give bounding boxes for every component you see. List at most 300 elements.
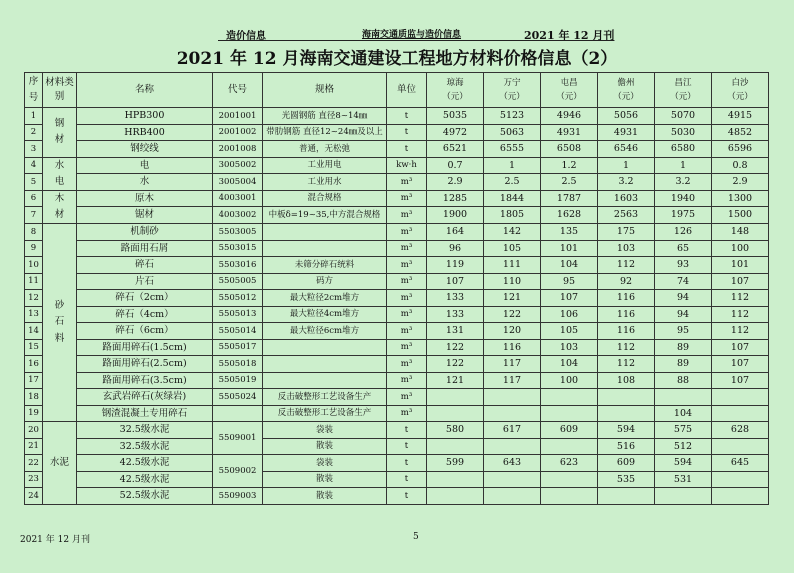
table-row — [25, 471, 769, 488]
price-cell: 112 — [712, 306, 769, 323]
material-name: 路面用石屑 — [77, 240, 213, 257]
material-spec: 未筛分碎石统料 — [263, 257, 387, 274]
price-cell: 4931 — [541, 124, 598, 141]
material-code: 4003001 — [213, 190, 263, 207]
row-seq: 15 — [25, 339, 43, 356]
price-cell: 0.8 — [712, 157, 769, 174]
price-cell: 5056 — [598, 108, 655, 125]
material-code: 5509002 — [213, 455, 263, 488]
price-cell: 2.9 — [427, 174, 484, 191]
material-name: 路面用碎石(2.5cm) — [77, 356, 213, 373]
price-cell: 531 — [655, 471, 712, 488]
price-cell — [541, 389, 598, 406]
price-cell: 516 — [598, 438, 655, 455]
table-row — [25, 389, 769, 406]
price-cell: 1805 — [484, 207, 541, 224]
price-cell: 6546 — [598, 141, 655, 158]
table-row — [25, 257, 769, 274]
price-cell — [484, 471, 541, 488]
row-seq: 14 — [25, 323, 43, 340]
row-seq: 12 — [25, 290, 43, 307]
price-cell: 1.2 — [541, 157, 598, 174]
price-cell: 175 — [598, 224, 655, 241]
col-region-baisha: 白沙 （元） — [712, 73, 769, 108]
material-spec: 袋装 — [263, 422, 387, 439]
material-spec: 带肋钢筋 直径12~24㎜及以上 — [263, 124, 387, 141]
col-region-wanning: 万宁 （元） — [484, 73, 541, 108]
row-seq: 24 — [25, 488, 43, 505]
row-seq: 20 — [25, 422, 43, 439]
price-cell: 2.9 — [712, 174, 769, 191]
price-cell: 105 — [541, 323, 598, 340]
table-row — [25, 306, 769, 323]
price-cell: 512 — [655, 438, 712, 455]
material-unit: kw·h — [387, 157, 427, 174]
row-seq: 4 — [25, 157, 43, 174]
material-code: 2001002 — [213, 124, 263, 141]
price-cell: 122 — [427, 339, 484, 356]
price-cell: 617 — [484, 422, 541, 439]
price-cell: 609 — [598, 455, 655, 472]
category-cell: 砂 石 料 — [43, 224, 77, 422]
material-spec: 普通，无松弛 — [263, 141, 387, 158]
price-cell: 117 — [484, 356, 541, 373]
price-cell — [484, 438, 541, 455]
price-cell: 107 — [712, 339, 769, 356]
material-name: HRB400 — [77, 124, 213, 141]
material-unit: m³ — [387, 207, 427, 224]
price-cell — [598, 488, 655, 505]
material-spec: 最大粒径4cm堆方 — [263, 306, 387, 323]
material-name: 32.5级水泥 — [77, 438, 213, 455]
material-name: 碎石（6cm） — [77, 323, 213, 340]
price-cell — [712, 488, 769, 505]
price-cell: 95 — [541, 273, 598, 290]
price-cell: 107 — [712, 372, 769, 389]
material-name: 片石 — [77, 273, 213, 290]
category-cell: 钢 材 — [43, 108, 77, 158]
material-name: 42.5级水泥 — [77, 455, 213, 472]
material-spec — [263, 356, 387, 373]
row-seq: 1 — [25, 108, 43, 125]
price-cell: 112 — [712, 323, 769, 340]
price-cell: 122 — [484, 306, 541, 323]
price-cell: 535 — [598, 471, 655, 488]
price-cell — [712, 389, 769, 406]
col-region-danzhou: 儋州 （元） — [598, 73, 655, 108]
material-name: 机制砂 — [77, 224, 213, 241]
price-cell: 112 — [598, 339, 655, 356]
table-row — [25, 124, 769, 141]
price-cell: 94 — [655, 290, 712, 307]
material-code: 5505013 — [213, 306, 263, 323]
material-name: 碎石（2cm） — [77, 290, 213, 307]
material-unit: m³ — [387, 372, 427, 389]
material-spec: 最大粒径2cm堆方 — [263, 290, 387, 307]
material-unit: m³ — [387, 306, 427, 323]
price-cell: 1 — [598, 157, 655, 174]
price-cell: 1500 — [712, 207, 769, 224]
row-seq: 13 — [25, 306, 43, 323]
category-cell: 水 电 — [43, 157, 77, 190]
price-cell — [598, 389, 655, 406]
price-cell: 2.5 — [541, 174, 598, 191]
price-cell: 4946 — [541, 108, 598, 125]
material-name: 路面用碎石(1.5cm) — [77, 339, 213, 356]
price-cell: 117 — [484, 372, 541, 389]
price-cell: 116 — [484, 339, 541, 356]
price-cell: 594 — [598, 422, 655, 439]
material-unit: m³ — [387, 290, 427, 307]
material-code: 5503005 — [213, 224, 263, 241]
material-unit: m³ — [387, 405, 427, 422]
price-cell: 95 — [655, 323, 712, 340]
price-cell: 126 — [655, 224, 712, 241]
row-seq: 17 — [25, 372, 43, 389]
price-cell: 6596 — [712, 141, 769, 158]
price-cell — [484, 389, 541, 406]
material-spec: 袋装 — [263, 455, 387, 472]
table-row — [25, 157, 769, 174]
row-seq: 9 — [25, 240, 43, 257]
material-code: 3005004 — [213, 174, 263, 191]
price-cell: 93 — [655, 257, 712, 274]
price-cell: 116 — [598, 323, 655, 340]
material-name: 32.5级水泥 — [77, 422, 213, 439]
price-cell: 142 — [484, 224, 541, 241]
price-cell: 106 — [541, 306, 598, 323]
price-cell: 116 — [598, 290, 655, 307]
material-name: HPB300 — [77, 108, 213, 125]
price-cell: 100 — [712, 240, 769, 257]
price-cell — [427, 405, 484, 422]
price-cell: 1940 — [655, 190, 712, 207]
material-name: 电 — [77, 157, 213, 174]
price-cell: 111 — [484, 257, 541, 274]
price-cell — [712, 405, 769, 422]
col-region-tunchang: 屯昌 （元） — [541, 73, 598, 108]
price-cell: 112 — [712, 290, 769, 307]
price-cell: 1844 — [484, 190, 541, 207]
price-cell: 4915 — [712, 108, 769, 125]
row-seq: 11 — [25, 273, 43, 290]
material-code: 5505005 — [213, 273, 263, 290]
material-spec: 混合规格 — [263, 190, 387, 207]
price-cell: 135 — [541, 224, 598, 241]
material-code: 5505017 — [213, 339, 263, 356]
price-cell: 5035 — [427, 108, 484, 125]
material-unit: t — [387, 438, 427, 455]
material-unit: m³ — [387, 240, 427, 257]
price-cell — [427, 389, 484, 406]
table-row — [25, 290, 769, 307]
price-cell — [484, 488, 541, 505]
material-unit: m³ — [387, 339, 427, 356]
material-unit: m³ — [387, 389, 427, 406]
table-row — [25, 108, 769, 125]
table-row — [25, 224, 769, 241]
table-row — [25, 273, 769, 290]
price-cell: 1900 — [427, 207, 484, 224]
price-cell: 645 — [712, 455, 769, 472]
price-cell — [712, 438, 769, 455]
material-name: 锯材 — [77, 207, 213, 224]
price-cell — [541, 471, 598, 488]
price-cell: 110 — [484, 273, 541, 290]
row-seq: 23 — [25, 471, 43, 488]
material-spec: 中板δ=19~35,中方混合规格 — [263, 207, 387, 224]
price-cell — [427, 438, 484, 455]
row-seq: 2 — [25, 124, 43, 141]
price-cell — [598, 405, 655, 422]
col-region-qionghai: 琼海 （元） — [427, 73, 484, 108]
price-cell: 108 — [598, 372, 655, 389]
row-seq: 16 — [25, 356, 43, 373]
material-unit: m³ — [387, 174, 427, 191]
header-rule — [218, 40, 614, 41]
material-spec: 散装 — [263, 488, 387, 505]
price-cell — [655, 389, 712, 406]
material-spec: 散装 — [263, 471, 387, 488]
price-cell: 2563 — [598, 207, 655, 224]
col-unit: 单位 — [387, 73, 427, 108]
material-spec — [263, 240, 387, 257]
material-spec: 码方 — [263, 273, 387, 290]
material-unit: t — [387, 422, 427, 439]
material-name: 钢渣混凝土专用碎石 — [77, 405, 213, 422]
price-cell: 105 — [484, 240, 541, 257]
material-spec: 工业用水 — [263, 174, 387, 191]
table-row — [25, 207, 769, 224]
material-unit: m³ — [387, 257, 427, 274]
material-name: 原木 — [77, 190, 213, 207]
header-left: 造价信息 — [226, 31, 266, 42]
price-cell: 122 — [427, 356, 484, 373]
price-cell: 89 — [655, 356, 712, 373]
table-row — [25, 339, 769, 356]
material-name: 水 — [77, 174, 213, 191]
material-code: 5505014 — [213, 323, 263, 340]
col-category: 材料类别 — [43, 73, 77, 108]
price-cell: 164 — [427, 224, 484, 241]
material-unit: m³ — [387, 323, 427, 340]
material-code: 2001001 — [213, 108, 263, 125]
table-row — [25, 190, 769, 207]
price-cell: 1 — [484, 157, 541, 174]
price-cell: 1628 — [541, 207, 598, 224]
material-unit: t — [387, 488, 427, 505]
price-cell: 1285 — [427, 190, 484, 207]
material-unit: t — [387, 471, 427, 488]
price-cell — [427, 488, 484, 505]
price-cell: 623 — [541, 455, 598, 472]
material-unit: m³ — [387, 356, 427, 373]
price-cell: 88 — [655, 372, 712, 389]
page-title: 2021 年 12 月海南交通建设工程地方材料价格信息（2） — [176, 49, 618, 69]
price-cell: 120 — [484, 323, 541, 340]
footer-issue: 2021 年 12 月刊 — [20, 535, 90, 545]
price-table — [24, 72, 769, 505]
price-cell: 104 — [541, 356, 598, 373]
material-code: 5503016 — [213, 257, 263, 274]
table-row — [25, 405, 769, 422]
price-cell: 74 — [655, 273, 712, 290]
row-seq: 18 — [25, 389, 43, 406]
price-cell: 94 — [655, 306, 712, 323]
category-cell: 水泥 — [43, 422, 77, 505]
material-spec: 反击破整形工艺设备生产 — [263, 389, 387, 406]
material-code: 5505024 — [213, 389, 263, 406]
price-cell — [655, 488, 712, 505]
table-row — [25, 174, 769, 191]
material-spec: 散装 — [263, 438, 387, 455]
row-seq: 5 — [25, 174, 43, 191]
price-cell: 643 — [484, 455, 541, 472]
material-unit: m³ — [387, 224, 427, 241]
material-code: 5503015 — [213, 240, 263, 257]
price-cell: 599 — [427, 455, 484, 472]
price-cell: 100 — [541, 372, 598, 389]
price-cell: 0.7 — [427, 157, 484, 174]
material-spec: 最大粒径6cm堆方 — [263, 323, 387, 340]
price-cell: 107 — [541, 290, 598, 307]
price-cell: 101 — [712, 257, 769, 274]
price-cell: 5063 — [484, 124, 541, 141]
material-spec: 反击破整形工艺设备生产 — [263, 405, 387, 422]
row-seq: 7 — [25, 207, 43, 224]
table-row — [25, 240, 769, 257]
price-cell: 96 — [427, 240, 484, 257]
price-cell: 1787 — [541, 190, 598, 207]
price-cell: 3.2 — [655, 174, 712, 191]
price-cell: 609 — [541, 422, 598, 439]
price-cell: 5123 — [484, 108, 541, 125]
price-cell: 119 — [427, 257, 484, 274]
page-number: 5 — [413, 532, 419, 542]
material-code: 5509001 — [213, 422, 263, 455]
table-row — [25, 422, 769, 439]
price-cell: 103 — [598, 240, 655, 257]
price-cell: 65 — [655, 240, 712, 257]
table-body — [25, 108, 769, 505]
price-cell: 1300 — [712, 190, 769, 207]
price-cell: 101 — [541, 240, 598, 257]
header-right: 2021 年 12 月刊 — [524, 29, 615, 42]
price-cell: 580 — [427, 422, 484, 439]
price-cell: 1 — [655, 157, 712, 174]
table-row — [25, 356, 769, 373]
material-unit: t — [387, 141, 427, 158]
price-cell: 6521 — [427, 141, 484, 158]
material-name: 钢绞线 — [77, 141, 213, 158]
row-seq: 8 — [25, 224, 43, 241]
material-name: 玄武岩碎石(灰绿岩) — [77, 389, 213, 406]
material-spec — [263, 339, 387, 356]
price-cell — [541, 438, 598, 455]
price-cell: 104 — [541, 257, 598, 274]
price-cell: 133 — [427, 306, 484, 323]
price-cell: 148 — [712, 224, 769, 241]
price-cell — [541, 488, 598, 505]
price-cell: 4972 — [427, 124, 484, 141]
col-spec: 规格 — [263, 73, 387, 108]
row-seq: 10 — [25, 257, 43, 274]
price-cell: 1603 — [598, 190, 655, 207]
price-cell: 107 — [712, 356, 769, 373]
material-name: 42.5级水泥 — [77, 471, 213, 488]
row-seq: 6 — [25, 190, 43, 207]
col-region-changjiang: 昌江 （元） — [655, 73, 712, 108]
price-cell: 6508 — [541, 141, 598, 158]
price-cell — [484, 405, 541, 422]
header-middle: 海南交通质监与造价信息 — [362, 30, 462, 40]
material-code: 2001008 — [213, 141, 263, 158]
table-row — [25, 455, 769, 472]
price-cell: 5070 — [655, 108, 712, 125]
material-code: 5509003 — [213, 488, 263, 505]
material-code: 5505012 — [213, 290, 263, 307]
price-cell — [712, 471, 769, 488]
material-unit: m³ — [387, 273, 427, 290]
table-row — [25, 488, 769, 505]
material-spec — [263, 372, 387, 389]
price-cell: 92 — [598, 273, 655, 290]
price-cell: 104 — [655, 405, 712, 422]
table-row — [25, 323, 769, 340]
price-cell — [427, 471, 484, 488]
price-cell: 89 — [655, 339, 712, 356]
price-cell: 594 — [655, 455, 712, 472]
material-unit: t — [387, 124, 427, 141]
table-row — [25, 372, 769, 389]
col-seq: 序 号 — [25, 73, 43, 108]
price-cell: 107 — [712, 273, 769, 290]
row-seq: 3 — [25, 141, 43, 158]
material-code: 5505018 — [213, 356, 263, 373]
price-cell: 4852 — [712, 124, 769, 141]
row-seq: 21 — [25, 438, 43, 455]
price-cell: 628 — [712, 422, 769, 439]
table-row — [25, 438, 769, 455]
material-code: 4003002 — [213, 207, 263, 224]
col-code: 代号 — [213, 73, 263, 108]
material-code — [213, 405, 263, 422]
row-seq: 19 — [25, 405, 43, 422]
price-cell: 116 — [598, 306, 655, 323]
price-cell — [541, 405, 598, 422]
table-row — [25, 141, 769, 158]
price-cell: 121 — [427, 372, 484, 389]
material-name: 路面用碎石(3.5cm) — [77, 372, 213, 389]
price-cell: 575 — [655, 422, 712, 439]
category-cell: 木 材 — [43, 190, 77, 223]
material-spec: 工业用电 — [263, 157, 387, 174]
price-cell: 6555 — [484, 141, 541, 158]
material-name: 碎石（4cm） — [77, 306, 213, 323]
price-cell: 131 — [427, 323, 484, 340]
price-cell: 121 — [484, 290, 541, 307]
material-spec: 光圆钢筋 直径8~14㎜ — [263, 108, 387, 125]
price-cell: 5030 — [655, 124, 712, 141]
price-cell: 107 — [427, 273, 484, 290]
material-unit: t — [387, 455, 427, 472]
material-name: 碎石 — [77, 257, 213, 274]
price-cell: 4931 — [598, 124, 655, 141]
price-cell: 6580 — [655, 141, 712, 158]
row-seq: 22 — [25, 455, 43, 472]
material-name: 52.5级水泥 — [77, 488, 213, 505]
price-cell: 3.2 — [598, 174, 655, 191]
